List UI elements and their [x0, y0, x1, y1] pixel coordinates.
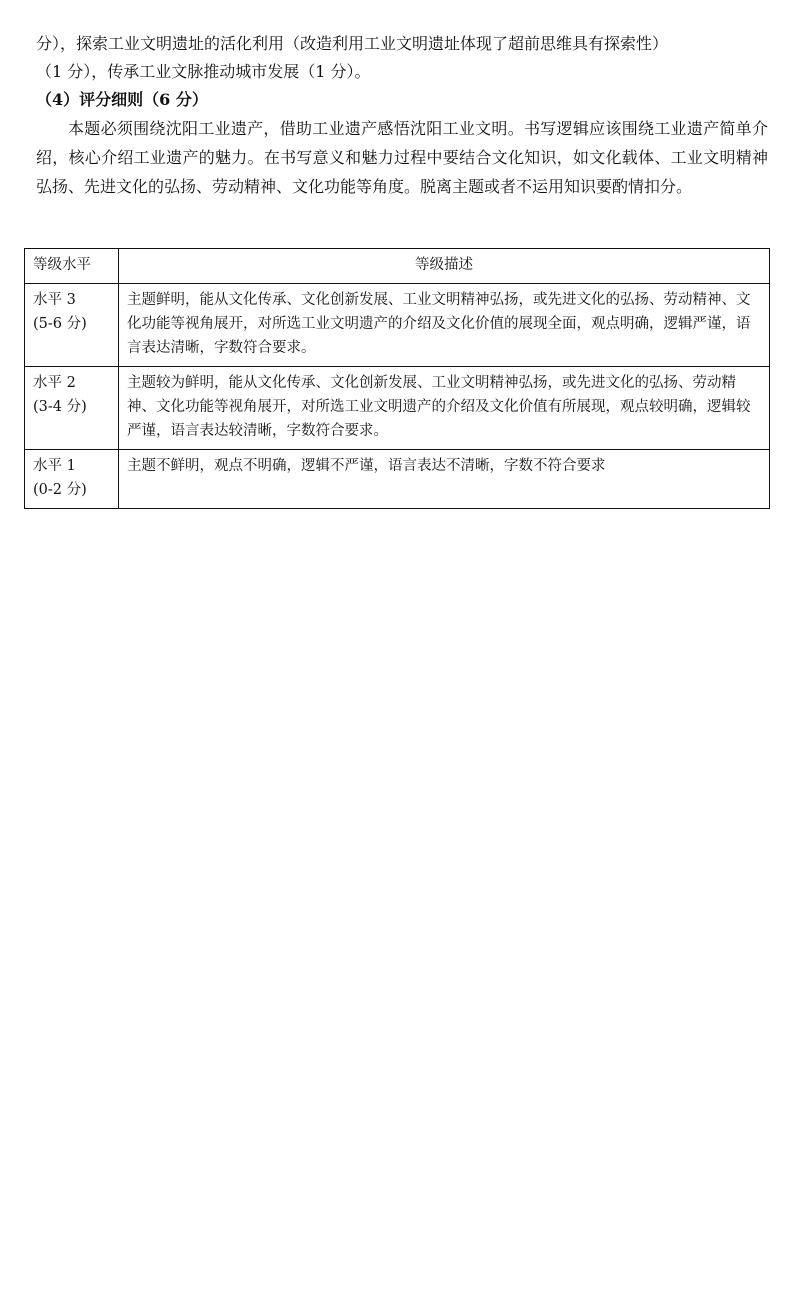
level-name: 水平 2 [33, 375, 76, 391]
scoring-paragraph: 本题必须围绕沈阳工业遗产，借助工业遗产感悟沈阳工业文明。书写逻辑应该围绕工业遗产简单介绍，核心介绍工业遗产的魅力。在书写意义和魅力过程中要结合文化知识，如文化载体、工业文明精神弘扬、先进文化的弘扬、劳动精神、文化功能等角度。脱离主题或者不运用知识要酌情扣分。 [36, 119, 768, 196]
header-level: 等级水平 [25, 249, 119, 284]
level-score: (5-6 分) [33, 316, 87, 332]
description-cell: 主题鲜明，能从文化传承、文化创新发展、工业文明精神弘扬，或先进文化的弘扬、劳动精神、文化功能等视角展开，对所选工业文明遗产的介绍及文化价值的展现全面，观点明确，逻辑严谨，语言表达清晰，字数符合要求。 [119, 284, 770, 367]
level-cell [25, 450, 119, 509]
table-row [25, 450, 770, 509]
level-score: (0-2 分) [33, 482, 87, 498]
description-cell: 主题不鲜明，观点不明确，逻辑不严谨，语言表达不清晰，字数不符合要求 [119, 450, 770, 509]
table-header-row [25, 249, 770, 284]
level-name: 水平 3 [33, 292, 76, 308]
header-description: 等级描述 [119, 249, 770, 284]
table-row [25, 367, 770, 450]
text-line-2: （1 分），传承工业文脉推动城市发展（1 分）。 [36, 62, 371, 81]
level-cell [25, 284, 119, 367]
section-heading: （4）评分细则（6 分） [36, 90, 208, 109]
description-cell: 主题较为鲜明，能从文化传承、文化创新发展、工业文明精神弘扬，或先进文化的弘扬、劳动精神、文化功能等视角展开，对所选工业文明遗产的介绍及文化价值有所展现，观点较明确，逻辑较严谨，语言表达较清晰，字数符合要求。 [119, 367, 770, 450]
level-score: (3-4 分) [33, 399, 87, 415]
grade-level-table [24, 248, 770, 509]
level-name: 水平 1 [33, 458, 76, 474]
text-line-1: 分），探索工业文明遗址的活化利用（改造利用工业文明遗址体现了超前思维具有探索性） [36, 34, 669, 53]
table-row [25, 284, 770, 367]
level-cell [25, 367, 119, 450]
